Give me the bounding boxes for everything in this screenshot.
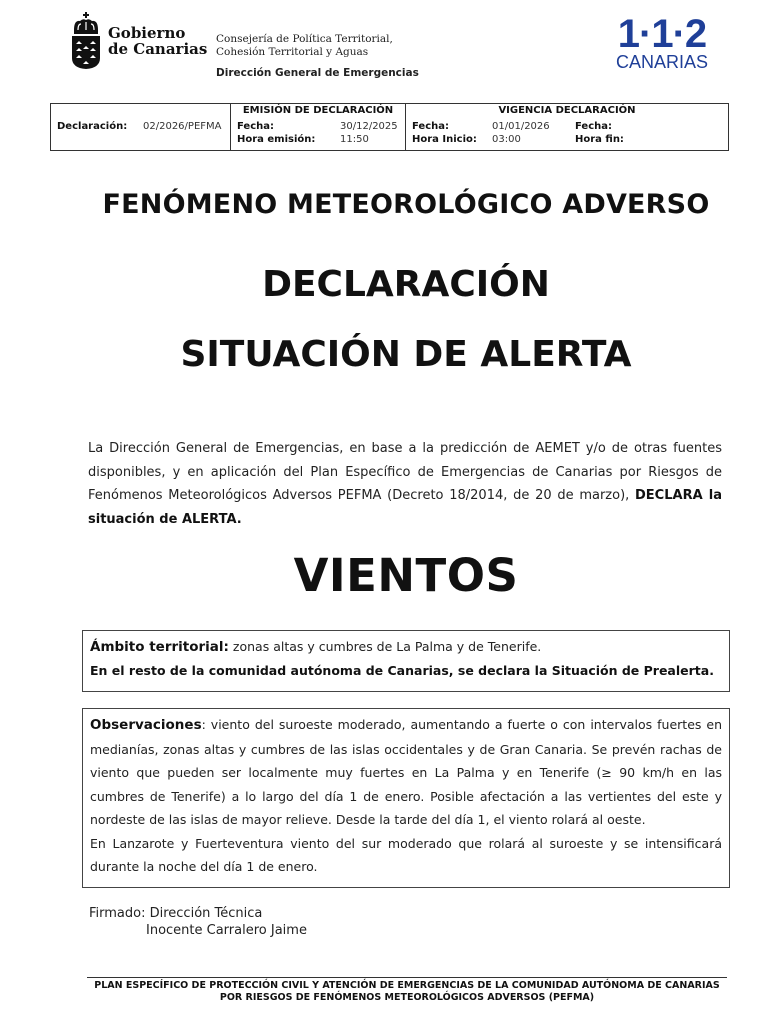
validity-cell: [406, 104, 728, 150]
logo-112-number: 1·1·2: [617, 12, 707, 56]
validity-start-date-label: Fecha:: [412, 121, 450, 132]
validity-start-time-value: 03:00: [492, 134, 521, 145]
department-line2: Cohesión Territorial y Aguas: [216, 46, 369, 58]
gov-name: [108, 25, 207, 57]
footer-line1: PLAN ESPECÍFICO DE PROTECCIÓN CIVIL Y ATENCIÓN DE EMERGENCIAS DE LA COMUNIDAD AUTÓNOMA DE CANARIAS: [94, 980, 720, 991]
hazard-title: VIENTOS: [293, 549, 519, 602]
logo-112-text: CANARIAS: [615, 52, 709, 72]
footer-line2: POR RIESGOS DE FENÓMENOS METEOROLÓGICOS ADVERSOS (PEFMA): [219, 992, 595, 1003]
emission-cell: [231, 104, 406, 150]
gov-name-line2: de Canarias: [108, 40, 208, 58]
directorate-name: Dirección General de Emergencias: [216, 67, 419, 79]
declaration-title: DECLARACIÓN: [262, 264, 550, 305]
phenomenon-title: FENÓMENO METEOROLÓGICO ADVERSO: [102, 189, 710, 220]
declaration-number: 02/2026/PEFMA: [143, 121, 222, 132]
emergency-112-logo: [612, 14, 712, 71]
validity-header: VIGENCIA DECLARACIÓN: [498, 105, 636, 116]
emission-date-value: 30/12/2025: [340, 121, 398, 132]
department-block: [216, 33, 419, 80]
intro-declaration-bold: DECLARA la situación de ALERTA.: [88, 488, 722, 527]
territorial-scope-text: zonas altas y cumbres de La Palma y de Tenerife.: [228, 639, 542, 654]
gobierno-de-canarias-logo: [70, 12, 207, 70]
territorial-scope-label: Ámbito territorial:: [90, 639, 229, 655]
declaration-info-table: [50, 103, 729, 151]
observations-text: : viento del suroeste moderado, aumentando a fuerte o con intervalos fuertes en medianías, zonas altas y cumbres de las islas occidentales y de Gran Canaria. Se prevén rachas de viento que pueden ser localmente muy fuertes en La Palma y en Tenerife (≥ 90 km/h en las cumbres de Tenerife) a lo largo del día 1 de enero. Posible afectación a las vertientes del este y nordeste de las islas de mayor relieve. Desde la tarde del día 1, el viento rolará al oeste.: [90, 717, 722, 827]
signature-block: [89, 905, 307, 939]
gov-name-line1: Gobierno: [108, 24, 186, 42]
validity-start-time-label: Hora Inicio:: [412, 134, 477, 145]
validity-end-date-label: Fecha:: [575, 121, 613, 132]
validity-start-date-value: 01/01/2026: [492, 121, 550, 132]
department-line1: Consejería de Política Territorial,: [216, 33, 393, 45]
intro-paragraph: [88, 437, 722, 531]
validity-end-time-label: Hora fin:: [575, 134, 624, 145]
footer: [87, 980, 727, 1004]
declaration-label: Declaración:: [57, 121, 128, 132]
prealert-notice: En el resto de la comunidad autónoma de Canarias, se declara la Situación de Prealerta.: [90, 663, 714, 678]
signatory-name: Inocente Carralero Jaime: [146, 923, 307, 938]
emission-time-label: Hora emisión:: [237, 134, 316, 145]
emission-header: EMISIÓN DE DECLARACIÓN: [242, 105, 394, 116]
observations-box: [82, 708, 730, 888]
territorial-scope-box: [82, 630, 730, 692]
declaration-cell: [51, 104, 231, 150]
signature-role: Firmado: Dirección Técnica: [89, 906, 263, 921]
observations-label: Observaciones: [90, 717, 202, 733]
emission-time-value: 11:50: [340, 134, 369, 145]
coat-of-arms-icon: [70, 12, 102, 70]
emission-date-label: Fecha:: [237, 121, 275, 132]
footer-divider: [87, 977, 727, 978]
observations-text-eastern-islands: En Lanzarote y Fuerteventura viento del sur moderado que rolará al suroeste y se intensificará durante la noche del día 1 de enero.: [90, 835, 722, 874]
alert-situation-title: SITUACIÓN DE ALERTA: [180, 334, 632, 375]
intro-text: La Dirección General de Emergencias, en base a la predicción de AEMET y/o de otras fuentes disponibles, y en aplicación del Plan Específico de Emergencias de Canarias por Riesgos de Fenómenos Meteorológicos Adversos PEFMA (Decreto 18/2014, de 20 de marzo),: [88, 441, 722, 503]
